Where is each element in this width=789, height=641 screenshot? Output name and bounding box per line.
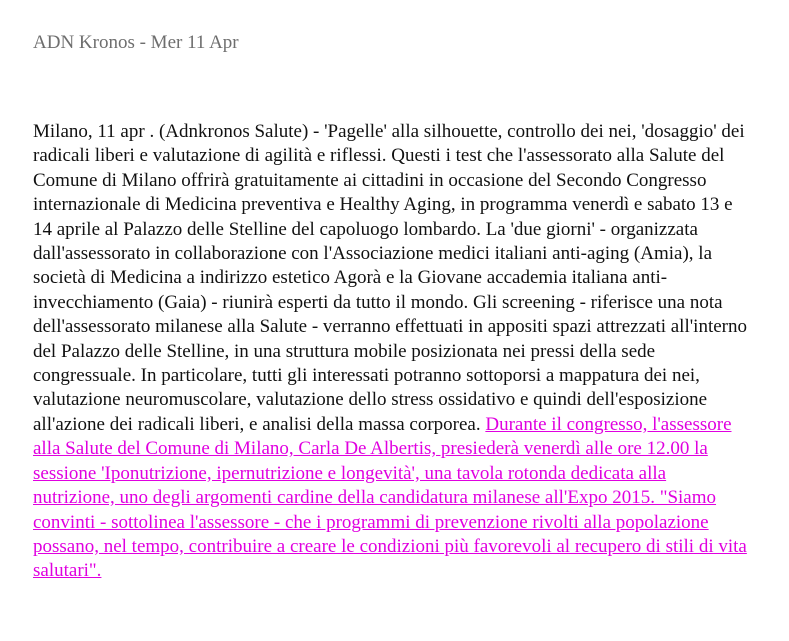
article-paragraph bbox=[33, 120, 749, 584]
source-date-line: ADN Kronos - Mer 11 Apr bbox=[33, 32, 239, 53]
article-body-text: Milano, 11 apr . (Adnkronos Salute) - 'Pagelle' alla silhouette, controllo dei nei, 'dosaggio' dei radicali liberi e valutazione di agilità e riflessi. Questi i test che l'assessorato alla Salute del Comune di Milano offrirà gratuitamente ai cittadini in occasione del Secondo Congresso internazionale di Medicina preventiva e Healthy Aging, in programma venerdì e sabato 13 e 14 aprile al Palazzo delle Stelline del capoluogo lombardo. La 'due giorni' - organizzata dall'assessorato in collaborazione con l'Associazione medici italiani anti-aging (Amia), la società di Medicina a indirizzo estetico Agorà e la Giovane accademia italiana anti-invecchiamento (Gaia) - riunirà esperti da tutto il mondo. Gli screening - riferisce una nota dell'assessorato milanese alla Salute - verranno effettuati in appositi spazi attrezzati all'interno del Palazzo delle Stelline, in una struttura mobile posizionata nei pressi della sede congressuale. In particolare, tutti gli interessati potranno sottoporsi a mappatura dei nei, valutazione neuromuscolare, valutazione dello stress ossidativo e quindi dell'esposizione all'azione dei radicali liberi, e analisi della massa corporea. bbox=[33, 121, 747, 435]
article-link[interactable]: Durante il congresso, l'assessore alla Salute del Comune di Milano, Carla De Albertis, presiederà venerdì alle ore 12.00 la sessione 'Iponutrizione, ipernutrizione e longevità', una tavola rotonda dedicata alla nutrizione, uno degli argomenti cardine della candidatura milanese all'Expo 2015. "Siamo convinti - sottolinea l'assessore - che i programmi di prevenzione rivolti alla popolazione possano, nel tempo, contribuire a creare le condizioni più favorevoli al recupero di stili di vita salutari". bbox=[33, 413, 747, 582]
